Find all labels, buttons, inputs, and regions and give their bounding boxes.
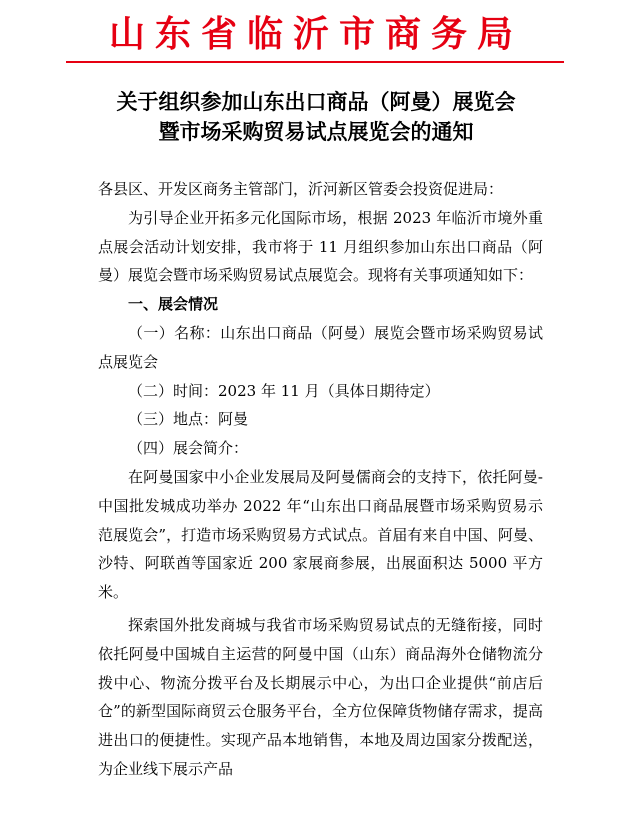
red-divider-line bbox=[66, 61, 564, 63]
section-heading-exhibition-info: 一、展会情况 bbox=[128, 295, 219, 314]
agency-masthead: 山东省临沂市商务局 bbox=[108, 13, 523, 55]
item-name: （一）名称：山东出口商品（阿曼）展览会暨市场采购贸易试点展览会 bbox=[98, 323, 543, 371]
item-location: （三）地点：阿曼 bbox=[128, 410, 249, 429]
exploration-paragraph: 探索国外批发商城与我省市场采购贸易试点的无缝衔接，同时依托阿曼中国城自主运营的阿曼中国（山东）商品海外仓储物流分拨中心、物流分拨平台及长期展示中心，为出口企业提供“前店后仓”的新型国际商贸云仓服务平台，全方位保障货物储存需求，提高进出口的便捷性。实现产品本地销售，本地及周边国家分拨配送，为企业线下展示产品 bbox=[98, 615, 543, 778]
intro-paragraph: 为引导企业开拓多元化国际市场，根据 2023 年临沂市境外重点展会活动计划安排，我市将于 11 月组织参加山东出口商品（阿曼）展览会暨市场采购贸易试点展览会。现将有关事项通知如下： bbox=[98, 208, 543, 285]
document-title-line-2: 暨市场采购贸易试点展览会的通知 bbox=[158, 120, 474, 144]
document-title-line-1: 关于组织参加山东出口商品（阿曼）展览会 bbox=[116, 90, 516, 114]
item-introduction: （四）展会简介： bbox=[128, 439, 249, 458]
document-body bbox=[98, 175, 543, 784]
document-title bbox=[0, 87, 632, 147]
exhibition-intro-paragraph: 在阿曼国家中小企业发展局及阿曼儒商会的支持下，依托阿曼-中国批发城成功举办 2022 年“山东出口商品展暨市场采购贸易示范展览会”，打造市场采购贸易方式试点。首届有来自中国、阿曼、沙特、阿联酋等国家近 200 家展商参展，出展面积达 5000 平方米。 bbox=[98, 467, 543, 602]
salutation: 各县区、开发区商务主管部门，沂河新区管委会投资促进局： bbox=[98, 180, 504, 198]
item-time: （二）时间：2023 年 11 月（具体日期待定） bbox=[128, 381, 440, 400]
